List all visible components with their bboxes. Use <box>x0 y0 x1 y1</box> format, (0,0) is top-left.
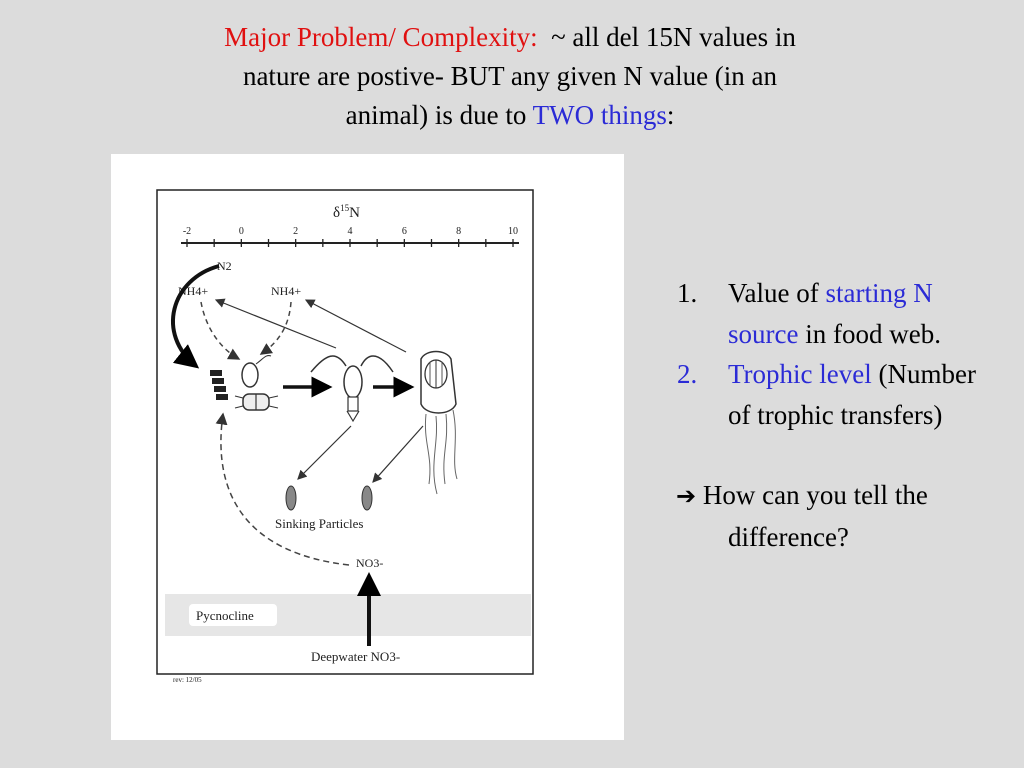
point-item-2 <box>672 354 1002 435</box>
n2-label: N2 <box>217 259 232 273</box>
point-highlight-1: starting N source <box>728 278 933 349</box>
point-text-1-post: in food web. <box>805 318 941 349</box>
flagellate-icon <box>242 363 258 387</box>
figure-svg <box>111 154 624 740</box>
axis-tick-label: -2 <box>182 226 192 237</box>
point-text-2-post: (Number of trophic transfers) <box>728 359 976 430</box>
right-arrow-icon: ➔ <box>676 482 697 510</box>
axis-title: $\delta^{15}N$ <box>333 203 360 221</box>
particle-icon-1 <box>286 486 296 510</box>
sinking-particles-label: Sinking Particles <box>275 516 364 531</box>
deepwater-label: Deepwater NO3- <box>311 649 401 664</box>
axis-tick-label: 2 <box>293 226 299 237</box>
points-list <box>672 273 1002 557</box>
title-line2: nature are postive- BUT any given N value (in an <box>242 61 778 91</box>
question-line <box>672 475 1002 557</box>
title-highlight: TWO things <box>532 100 667 130</box>
axis-tick-label: 4 <box>347 226 353 237</box>
title-emphasis: Major Problem/ Complexity: <box>224 22 538 52</box>
point-number-2: 2. <box>677 359 698 389</box>
axis-tick-label: 10 <box>508 226 518 237</box>
no3-label: NO3- <box>356 556 384 570</box>
axis-tick-label: 8 <box>456 226 462 237</box>
point-item-1 <box>672 273 1002 354</box>
point-highlight-2: Trophic level <box>728 359 872 389</box>
axis-tick-label: 0 <box>238 226 244 237</box>
nh4-right-label: NH4+ <box>271 284 302 298</box>
title-suffix: : <box>666 100 675 130</box>
nitrogen-cycle-figure <box>111 154 624 740</box>
nh4-left-label: NH4+ <box>178 284 209 298</box>
point-number-1: 1. <box>677 278 698 308</box>
slide-title <box>100 18 920 135</box>
pycnocline-label: Pycnocline <box>196 608 254 623</box>
title-line1: ~ all del 15N values in <box>551 22 796 52</box>
question-text: How can you tell the difference? <box>702 480 928 552</box>
point-text-1-pre: Value of <box>728 278 819 308</box>
particle-icon-2 <box>362 486 372 510</box>
revision-label: rev: 12/05 <box>173 676 202 684</box>
title-line3: animal) is due to <box>345 100 527 130</box>
axis-tick-label: 6 <box>401 226 407 237</box>
